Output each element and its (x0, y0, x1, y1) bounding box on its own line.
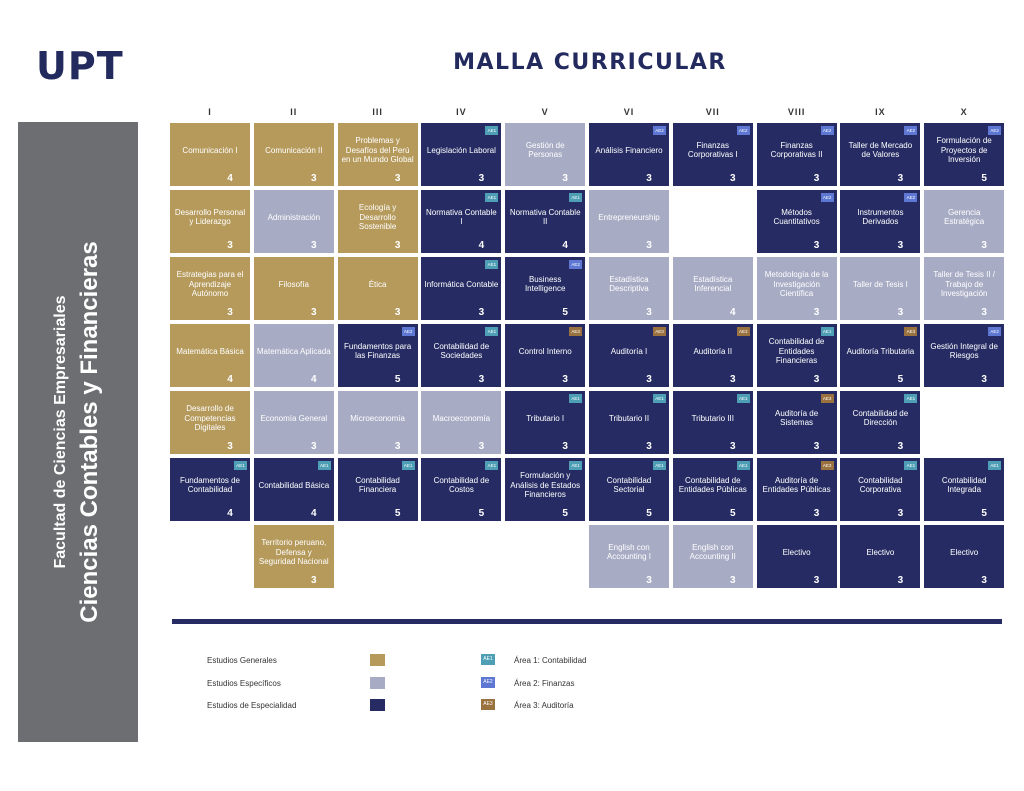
course-cell (589, 190, 669, 254)
course-credits: 5 (478, 507, 485, 519)
course-name: Auditoría de Entidades Públicas (762, 476, 831, 495)
area-badge: AE3 (904, 327, 917, 336)
course-name: Gestión de Personas (525, 141, 565, 160)
course-name: Contabilidad Integrada (941, 476, 987, 495)
course-name: Auditoría de Sistemas (775, 409, 819, 428)
course-credits: 3 (394, 440, 401, 452)
semester-header: IV (456, 107, 467, 117)
course-name: Finanzas Corporativas I (687, 141, 738, 160)
area-badge: AE1 (485, 193, 498, 202)
course-credits: 5 (897, 373, 904, 385)
area-badge: AE1 (569, 394, 582, 403)
course-cell (924, 525, 1004, 589)
course-cell (673, 324, 753, 388)
course-cell (505, 257, 585, 321)
course-credits: 3 (981, 574, 987, 586)
course-name: Territorio peruano, Defensa y Seguridad Nacional (258, 538, 329, 566)
course-cell (254, 458, 334, 522)
course-credits: 4 (311, 507, 317, 519)
course-name: Legislación Laboral (426, 145, 496, 155)
area-badge: AE1 (485, 327, 498, 336)
legend-swatch-especialidad (370, 699, 385, 711)
legend-label-area2: Área 2: Finanzas (514, 679, 575, 688)
course-name: Ecología y Desarrollo Sostenible (358, 203, 397, 231)
course-credits: 3 (897, 507, 904, 519)
course-cell (254, 525, 334, 589)
legend-badge-ae2: AE2 (481, 677, 495, 688)
course-name: Auditoría II (693, 346, 733, 356)
area-badge: AE1 (485, 260, 498, 269)
course-credits: 3 (227, 306, 233, 318)
area-badge: AE1 (569, 461, 582, 470)
course-name: Auditoría I (610, 346, 648, 356)
course-name: Contabilidad de Entidades Financieras (768, 337, 825, 365)
course-cell (254, 190, 334, 254)
empty-cell (421, 525, 501, 589)
course-cell (505, 391, 585, 455)
area-badge: AE2 (988, 327, 1001, 336)
course-cell (505, 190, 585, 254)
course-credits: 3 (646, 574, 652, 586)
course-credits: 5 (394, 507, 401, 519)
course-name: English con Accounting I (606, 543, 651, 562)
course-name: Desarrollo Personal y Liderazgo (174, 208, 246, 227)
course-cell (840, 123, 920, 187)
course-cell (757, 257, 837, 321)
course-cell (757, 123, 837, 187)
course-cell (924, 257, 1004, 321)
course-credits: 3 (897, 172, 904, 184)
course-credits: 5 (562, 507, 568, 519)
course-name: Contabilidad Corporativa (858, 476, 903, 495)
area-badge: AE2 (821, 126, 834, 135)
course-credits: 3 (311, 306, 317, 318)
legend-label-general: Estudios Generales (207, 656, 277, 665)
course-name: Matemática Básica (176, 346, 244, 356)
legend-label-especialidad: Estudios de Especialidad (207, 701, 297, 710)
course-credits: 4 (311, 373, 317, 385)
area-badge: AE2 (653, 126, 666, 135)
semester-header: II (290, 107, 298, 117)
legend-swatch-especifico (370, 677, 385, 689)
course-name: Desarrollo de Competencias Digitales (184, 404, 236, 432)
course-credits: 3 (311, 239, 317, 251)
semester-header: X (960, 107, 968, 117)
course-name: Formulación y Análisis de Estados Financieros (510, 471, 581, 499)
empty-cell (924, 391, 1004, 455)
course-credits: 3 (730, 574, 736, 586)
upt-logo: UPT (36, 44, 124, 88)
course-credits: 5 (562, 306, 568, 318)
course-name: Taller de Mercado de Valores (848, 141, 913, 160)
course-name: Contabilidad de Dirección (852, 409, 909, 428)
course-cell (254, 257, 334, 321)
legend-label-especifico: Estudios Específicos (207, 679, 281, 688)
course-credits: 5 (730, 507, 736, 519)
course-cell (840, 190, 920, 254)
area-badge: AE1 (737, 394, 750, 403)
course-credits: 4 (730, 306, 736, 318)
course-name: Estadística Inferencial (693, 275, 733, 294)
faculty-name: Facultad de Ciencias Empresariales (52, 295, 69, 569)
course-cell (589, 525, 669, 589)
course-credits: 3 (813, 440, 820, 452)
empty-cell (338, 525, 418, 589)
course-name: Problemas y Desafíos del Perú en un Mundo Global (341, 136, 414, 164)
course-cell (421, 391, 501, 455)
course-cell (840, 324, 920, 388)
course-cell (170, 190, 250, 254)
course-name: Matemática Aplicada (256, 346, 331, 356)
course-name: Administración (267, 212, 321, 222)
course-cell (505, 123, 585, 187)
course-name: Métodos Cuantitativos (773, 208, 820, 227)
course-credits: 4 (227, 373, 233, 385)
course-name: Electivo (866, 547, 895, 557)
course-name: Tributario I (526, 413, 565, 423)
empty-cell (673, 190, 753, 254)
course-name: Contabilidad Básica (258, 480, 330, 490)
course-cell (757, 324, 837, 388)
course-name: Microeconomía (350, 413, 405, 423)
course-credits: 3 (730, 172, 736, 184)
course-cell (505, 324, 585, 388)
course-cell (589, 458, 669, 522)
area-badge: AE1 (402, 461, 415, 470)
course-name: Taller de Tesis I (852, 279, 908, 289)
course-cell (170, 324, 250, 388)
course-credits: 3 (311, 574, 317, 586)
course-cell (254, 324, 334, 388)
area-badge: AE1 (821, 327, 834, 336)
course-cell (338, 123, 418, 187)
course-name: Contabilidad Sectorial (606, 476, 652, 495)
course-cell (840, 525, 920, 589)
course-cell (924, 123, 1004, 187)
course-credits: 3 (311, 172, 317, 184)
area-badge: AE1 (737, 461, 750, 470)
course-cell (924, 324, 1004, 388)
course-cell (338, 190, 418, 254)
area-badge: AE2 (821, 193, 834, 202)
course-cell (589, 123, 669, 187)
course-cell (338, 324, 418, 388)
course-cell (170, 458, 250, 522)
course-cell (757, 458, 837, 522)
faculty-sidebar (18, 122, 138, 742)
course-name: Normativa Contable II (509, 208, 581, 227)
area-badge: AE2 (737, 126, 750, 135)
course-cell (673, 391, 753, 455)
area-badge: AE1 (234, 461, 247, 470)
course-name: Contabilidad de Costos (433, 476, 490, 495)
legend-badge-ae3: AE3 (481, 699, 495, 710)
course-cell (421, 190, 501, 254)
course-name: Informática Contable (424, 279, 499, 289)
area-badge: AE2 (402, 327, 415, 336)
course-name: Control Interno (518, 346, 572, 356)
course-credits: 4 (227, 172, 233, 184)
course-cell (840, 391, 920, 455)
course-cell (421, 123, 501, 187)
semester-header: VIII (787, 107, 806, 117)
course-credits: 3 (813, 306, 820, 318)
course-name: Entrepreneurship (598, 212, 660, 222)
course-credits: 4 (227, 507, 233, 519)
course-cell (170, 123, 250, 187)
area-badge: AE1 (485, 126, 498, 135)
course-name: Contabilidad Financiera (355, 476, 400, 495)
sidebar-text (52, 241, 104, 622)
area-badge: AE2 (569, 260, 582, 269)
course-cell (254, 123, 334, 187)
divider (172, 619, 1002, 624)
course-credits: 3 (730, 373, 736, 385)
course-cell (338, 458, 418, 522)
legend-label-area1: Área 1: Contabilidad (514, 656, 587, 665)
semester-header: VI (623, 107, 635, 117)
course-credits: 3 (311, 440, 317, 452)
course-name: Macroeconomía (432, 413, 491, 423)
course-credits: 3 (813, 239, 820, 251)
course-name: Gerencia Estratégica (944, 208, 985, 227)
course-credits: 3 (562, 373, 568, 385)
area-badge: AE1 (904, 394, 917, 403)
course-cell (338, 257, 418, 321)
course-cell (757, 190, 837, 254)
area-badge: AE1 (569, 193, 582, 202)
page-title: MALLA CURRICULAR (453, 50, 727, 75)
area-badge: AE1 (653, 394, 666, 403)
area-badge: AE1 (988, 461, 1001, 470)
course-cell (170, 257, 250, 321)
course-cell (170, 391, 250, 455)
area-badge: AE2 (904, 126, 917, 135)
area-badge: AE3 (821, 461, 834, 470)
course-cell (589, 324, 669, 388)
course-credits: 3 (478, 172, 485, 184)
course-credits: 3 (646, 239, 652, 251)
course-credits: 3 (478, 373, 485, 385)
course-name: Filosofía (278, 279, 309, 289)
area-badge: AE3 (653, 327, 666, 336)
area-badge: AE1 (653, 461, 666, 470)
course-name: Economía General (260, 413, 328, 423)
course-credits: 3 (394, 239, 401, 251)
course-credits: 3 (227, 440, 233, 452)
course-credits: 3 (478, 306, 485, 318)
course-name: Auditoría Tributaria (846, 346, 915, 356)
course-name: English con Accounting II (689, 543, 736, 562)
course-name: Fundamentos para las Finanzas (344, 342, 412, 361)
course-credits: 3 (562, 172, 568, 184)
course-name: Business Intelligence (524, 275, 566, 294)
course-credits: 5 (394, 373, 401, 385)
course-credits: 3 (730, 440, 736, 452)
course-name: Contabilidad de Entidades Públicas (678, 476, 747, 495)
legend-label-area3: Área 3: Auditoría (514, 701, 574, 710)
course-name: Tributario II (608, 413, 650, 423)
course-credits: 3 (897, 306, 904, 318)
course-name: Comunicación I (182, 145, 238, 155)
area-badge: AE2 (988, 126, 1001, 135)
course-name: Estrategias para el Aprendizaje Autónomo (176, 270, 244, 298)
course-name: Formulación de Proyectos de Inversión (936, 136, 992, 164)
course-credits: 4 (478, 239, 485, 251)
semester-header: III (372, 107, 383, 117)
course-name: Análisis Financiero (595, 145, 663, 155)
course-credits: 3 (981, 306, 987, 318)
course-cell (840, 458, 920, 522)
course-credits: 3 (646, 172, 652, 184)
course-credits: 3 (981, 373, 987, 385)
course-cell (589, 257, 669, 321)
course-cell (338, 391, 418, 455)
course-cell (924, 190, 1004, 254)
course-name: Electivo (782, 547, 811, 557)
course-credits: 3 (981, 239, 987, 251)
course-name: Contabilidad de Sociedades (433, 342, 490, 361)
course-cell (673, 123, 753, 187)
course-cell (757, 525, 837, 589)
course-credits: 3 (646, 373, 652, 385)
area-badge: AE3 (569, 327, 582, 336)
course-credits: 3 (394, 172, 401, 184)
course-name: Gestión Integral de Riesgos (930, 342, 998, 361)
course-credits: 3 (562, 440, 568, 452)
course-credits: 3 (813, 172, 820, 184)
course-credits: 5 (981, 172, 987, 184)
course-credits: 3 (394, 306, 401, 318)
empty-cell (170, 525, 250, 589)
course-cell (589, 391, 669, 455)
course-name: Normativa Contable I (426, 208, 497, 227)
program-name: Ciencias Contables y Financieras (76, 241, 103, 623)
course-credits: 3 (813, 373, 820, 385)
course-name: Finanzas Corporativas II (770, 141, 823, 160)
course-cell (840, 257, 920, 321)
course-credits: 5 (646, 507, 652, 519)
area-badge: AE3 (737, 327, 750, 336)
course-credits: 3 (646, 440, 652, 452)
course-cell (421, 324, 501, 388)
course-credits: 3 (897, 440, 904, 452)
course-credits: 3 (897, 239, 904, 251)
area-badge: AE2 (904, 193, 917, 202)
area-badge: AE3 (821, 394, 834, 403)
legend-badge-ae1: AE1 (481, 654, 495, 665)
course-name: Fundamentos de Contabilidad (179, 476, 241, 495)
course-credits: 3 (813, 507, 820, 519)
area-badge: AE1 (485, 461, 498, 470)
course-cell (421, 257, 501, 321)
semester-header: IX (875, 107, 886, 117)
course-cell (505, 458, 585, 522)
semester-header: VII (705, 107, 720, 117)
semester-header: V (541, 107, 549, 117)
course-cell (673, 525, 753, 589)
course-credits: 3 (478, 440, 485, 452)
course-name: Tributario III (691, 413, 734, 423)
area-badge: AE1 (904, 461, 917, 470)
course-name: Estadística Descriptiva (609, 275, 649, 294)
course-credits: 3 (813, 574, 820, 586)
course-cell (254, 391, 334, 455)
course-name: Instrumentos Derivados (857, 208, 904, 227)
course-cell (673, 458, 753, 522)
course-credits: 5 (981, 507, 987, 519)
course-name: Metodología de la Investigación Científica (764, 270, 829, 298)
legend-swatch-general (370, 654, 385, 666)
course-cell (924, 458, 1004, 522)
course-name: Taller de Tesis II / Trabajo de Investigación (933, 270, 995, 298)
course-credits: 3 (897, 574, 904, 586)
course-name: Ética (368, 279, 387, 289)
empty-cell (505, 525, 585, 589)
course-name: Comunicación II (265, 145, 323, 155)
course-cell (757, 391, 837, 455)
area-badge: AE1 (318, 461, 331, 470)
course-credits: 3 (227, 239, 233, 251)
course-cell (421, 458, 501, 522)
course-credits: 3 (646, 306, 652, 318)
course-credits: 4 (562, 239, 568, 251)
course-cell (673, 257, 753, 321)
course-name: Electivo (950, 547, 979, 557)
semester-header: I (208, 107, 212, 117)
curriculum-grid (170, 105, 1004, 595)
